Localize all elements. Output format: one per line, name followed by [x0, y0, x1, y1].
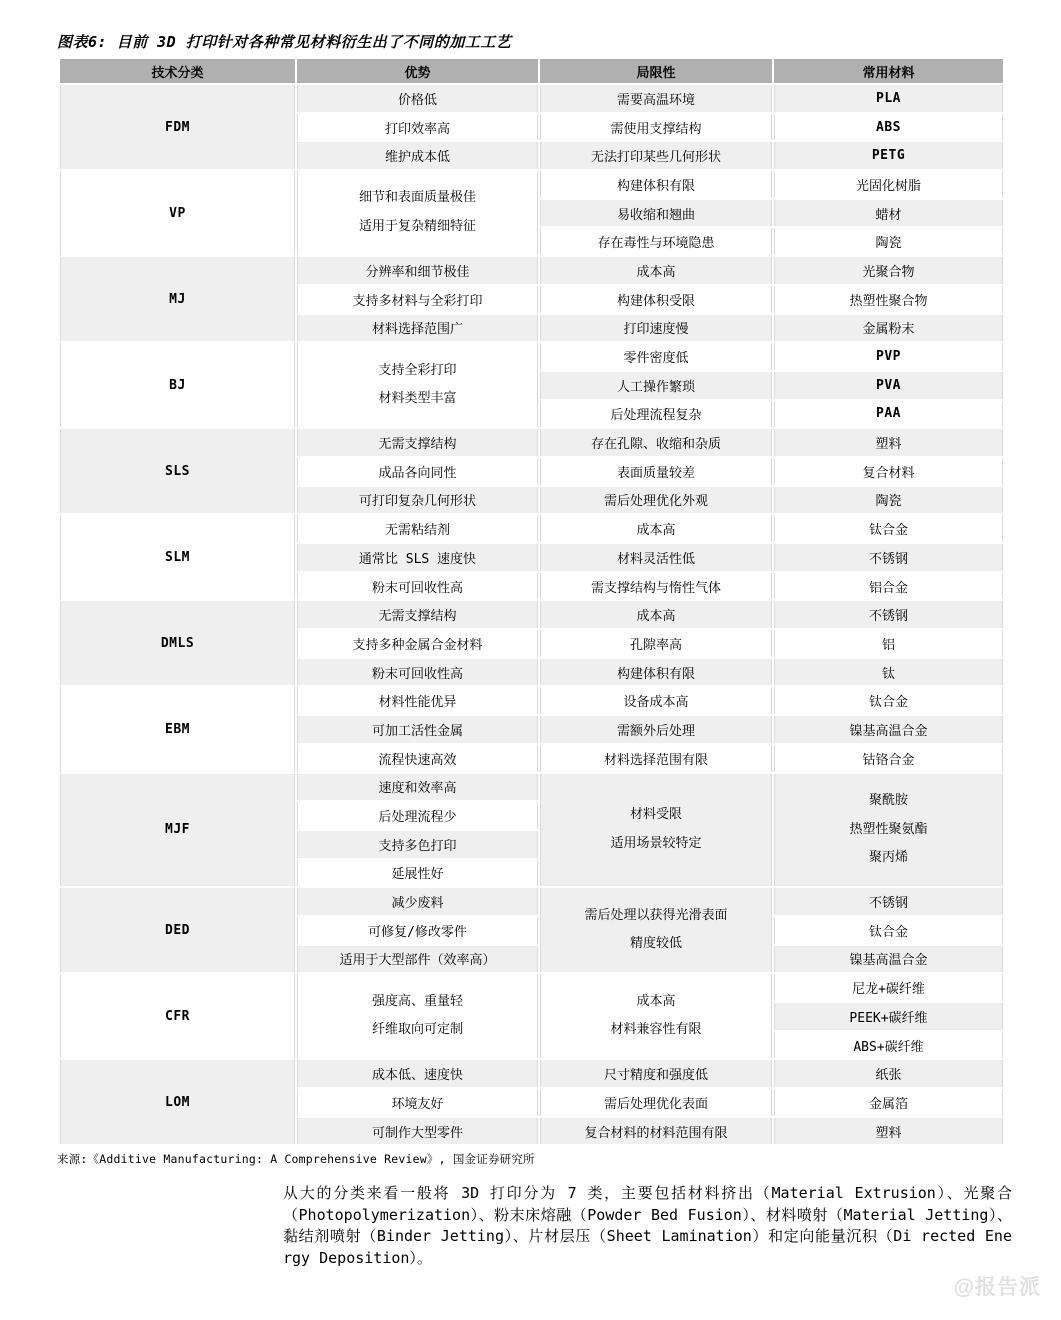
- limitation-cell: 成本高: [539, 514, 773, 543]
- material-cell: 塑料: [773, 1117, 1004, 1146]
- column-header: 常用材料: [773, 58, 1004, 84]
- limitation-cell: 需支撑结构与惰性气体: [539, 572, 773, 601]
- table-row: [59, 973, 1004, 1002]
- tech-cell: DMLS: [59, 600, 296, 686]
- advantage-cell: 材料性能优异: [296, 686, 539, 715]
- column-header: 技术分类: [59, 58, 296, 84]
- cell-line: 强度高、重量轻: [371, 993, 463, 1009]
- advantage-cell: 环境友好: [296, 1088, 539, 1117]
- limitation-cell: [539, 973, 773, 1059]
- advantage-cell: 无需支撑结构: [296, 428, 539, 457]
- advantage-cell: 价格低: [296, 84, 539, 113]
- advantage-cell: 粉末可回收性高: [296, 572, 539, 601]
- advantage-cell: 材料选择范围广: [296, 314, 539, 343]
- cell-line: 材料兼容性有限: [610, 1022, 702, 1038]
- table-row: [59, 773, 1004, 802]
- limitation-cell: 需后处理优化外观: [539, 486, 773, 515]
- limitation-cell: 构建体积有限: [539, 170, 773, 199]
- material-cell: PLA: [773, 84, 1004, 113]
- tech-cell: SLS: [59, 428, 296, 514]
- advantage-cell: 分辨率和细节极佳: [296, 256, 539, 285]
- cell-line: 热塑性聚氨酯: [849, 821, 928, 837]
- material-cell: PVA: [773, 371, 1004, 400]
- table-row: [59, 342, 1004, 371]
- material-cell: PVP: [773, 342, 1004, 371]
- advantage-cell: 可打印复杂几何形状: [296, 486, 539, 515]
- advantage-cell: 支持多种金属合金材料: [296, 629, 539, 658]
- tech-cell: MJ: [59, 256, 296, 342]
- material-cell: 热塑性聚合物: [773, 285, 1004, 314]
- table-row: [59, 887, 1004, 916]
- limitation-cell: 孔隙率高: [539, 629, 773, 658]
- limitation-cell: 构建体积有限: [539, 658, 773, 687]
- advantage-cell: 流程快速高效: [296, 744, 539, 773]
- cell-line: 精度较低: [629, 936, 682, 952]
- tech-cell: CFR: [59, 973, 296, 1059]
- limitation-cell: 打印速度慢: [539, 314, 773, 343]
- column-header: 局限性: [539, 58, 773, 84]
- material-cell: 镍基高温合金: [773, 715, 1004, 744]
- advantage-cell: 打印效率高: [296, 113, 539, 142]
- advantage-cell: 支持多色打印: [296, 830, 539, 859]
- material-cell: 不锈钢: [773, 543, 1004, 572]
- material-cell: 陶瓷: [773, 227, 1004, 256]
- material-cell: 光聚合物: [773, 256, 1004, 285]
- material-cell: 镍基高温合金: [773, 945, 1004, 974]
- limitation-cell: 人工操作繁琐: [539, 371, 773, 400]
- body-paragraph: 从大的分类来看一般将 3D 打印分为 7 类，主要包括材料挤出（Material Extrusion）、光聚合（Photopolymerization）、粉末床熔融（Powder Bed Fusion）、材料喷射（Material Jetting）、黏结剂喷射（Binder Jetting）、片材层压（Sheet Lamination）和定向能量沉积（Di rected Ene rgy Deposition）。: [283, 1184, 1012, 1267]
- material-cell: 金属粉末: [773, 314, 1004, 343]
- tech-cell: LOM: [59, 1059, 296, 1145]
- advantage-cell: 速度和效率高: [296, 773, 539, 802]
- material-cell: 钛合金: [773, 514, 1004, 543]
- material-cell: 钛: [773, 658, 1004, 687]
- advantage-cell: 后处理流程少: [296, 801, 539, 830]
- cell-line: 适用于复杂精细特征: [358, 219, 476, 235]
- tech-cell: VP: [59, 170, 296, 256]
- limitation-cell: [539, 773, 773, 888]
- header-row: [59, 58, 1004, 84]
- cell-line: 支持全彩打印: [378, 362, 457, 378]
- limitation-cell: 无法打印某些几何形状: [539, 141, 773, 170]
- material-cell: 复合材料: [773, 457, 1004, 486]
- cell-line: 材料类型丰富: [378, 391, 457, 407]
- table-row: [59, 170, 1004, 199]
- material-cell: [773, 773, 1004, 888]
- material-cell: PETG: [773, 141, 1004, 170]
- material-cell: ABS: [773, 113, 1004, 142]
- limitation-cell: 设备成本高: [539, 686, 773, 715]
- advantage-cell: 减少废料: [296, 887, 539, 916]
- advantage-cell: 无需支撑结构: [296, 600, 539, 629]
- tech-cell: MJF: [59, 773, 296, 888]
- tech-cell: EBM: [59, 686, 296, 772]
- limitation-cell: 需后处理优化表面: [539, 1088, 773, 1117]
- limitation-cell: 存在孔隙、收缩和杂质: [539, 428, 773, 457]
- advantage-cell: [296, 170, 539, 256]
- tech-cell: SLM: [59, 514, 296, 600]
- advantage-cell: 成品各向同性: [296, 457, 539, 486]
- cell-line: 聚酰胺: [868, 792, 908, 808]
- material-cell: ABS+碳纤维: [773, 1031, 1004, 1060]
- advantage-cell: [296, 342, 539, 428]
- material-cell: 钛合金: [773, 686, 1004, 715]
- table-row: [59, 686, 1004, 715]
- advantage-cell: 可修复/修改零件: [296, 916, 539, 945]
- cell-line: 适用场景较特定: [610, 835, 702, 851]
- material-cell: 不锈钢: [773, 887, 1004, 916]
- limitation-cell: 零件密度低: [539, 342, 773, 371]
- tech-cell: DED: [59, 887, 296, 973]
- material-cell: 铝: [773, 629, 1004, 658]
- cell-line: 需后处理以获得光滑表面: [584, 907, 728, 923]
- source-note: 来源:《Additive Manufacturing: A Comprehensive Review》, 国金证券研究所: [57, 1152, 535, 1166]
- material-cell: 蜡材: [773, 199, 1004, 228]
- limitation-cell: 复合材料的材料范围有限: [539, 1117, 773, 1146]
- table-row: [59, 600, 1004, 629]
- advantage-cell: 成本低、速度快: [296, 1059, 539, 1088]
- tech-cell: BJ: [59, 342, 296, 428]
- advantage-cell: 无需粘结剂: [296, 514, 539, 543]
- advantage-cell: 适用于大型部件（效率高）: [296, 945, 539, 974]
- material-cell: 钛合金: [773, 916, 1004, 945]
- advantage-cell: 粉末可回收性高: [296, 658, 539, 687]
- cell-line: 材料受限: [629, 807, 682, 823]
- table-row: [59, 256, 1004, 285]
- column-header: 优势: [296, 58, 539, 84]
- cell-line: 纤维取向可定制: [371, 1022, 463, 1038]
- material-cell: 铝合金: [773, 572, 1004, 601]
- material-cell: 钴铬合金: [773, 744, 1004, 773]
- advantage-cell: 可制作大型零件: [296, 1117, 539, 1146]
- material-cell: PAA: [773, 400, 1004, 429]
- material-cell: 不锈钢: [773, 600, 1004, 629]
- material-cell: 纸张: [773, 1059, 1004, 1088]
- material-cell: 陶瓷: [773, 486, 1004, 515]
- limitation-cell: 后处理流程复杂: [539, 400, 773, 429]
- material-cell: 光固化树脂: [773, 170, 1004, 199]
- table-body: [59, 84, 1004, 1145]
- limitation-cell: 易收缩和翘曲: [539, 199, 773, 228]
- advantage-cell: 通常比 SLS 速度快: [296, 543, 539, 572]
- material-cell: 金属箔: [773, 1088, 1004, 1117]
- limitation-cell: 存在毒性与环境隐患: [539, 227, 773, 256]
- limitation-cell: 材料灵活性低: [539, 543, 773, 572]
- limitation-cell: [539, 887, 773, 973]
- tech-cell: FDM: [59, 84, 296, 170]
- limitation-cell: 需额外后处理: [539, 715, 773, 744]
- advantage-cell: 支持多材料与全彩打印: [296, 285, 539, 314]
- advantage-cell: 延展性好: [296, 859, 539, 888]
- cell-line: 细节和表面质量极佳: [358, 190, 476, 206]
- table-row: [59, 1059, 1004, 1088]
- advantage-cell: [296, 973, 539, 1059]
- limitation-cell: 构建体积受限: [539, 285, 773, 314]
- material-cell: PEEK+碳纤维: [773, 1002, 1004, 1031]
- limitation-cell: 需使用支撑结构: [539, 113, 773, 142]
- limitation-cell: 需要高温环境: [539, 84, 773, 113]
- advantage-cell: 维护成本低: [296, 141, 539, 170]
- cell-line: 聚丙烯: [868, 850, 908, 866]
- table-row: [59, 514, 1004, 543]
- limitation-cell: 成本高: [539, 256, 773, 285]
- limitation-cell: 成本高: [539, 600, 773, 629]
- watermark: @报告派: [953, 1276, 1041, 1299]
- process-table: [58, 57, 1005, 1146]
- cell-line: 成本高: [636, 993, 676, 1009]
- table-row: [59, 428, 1004, 457]
- limitation-cell: 表面质量较差: [539, 457, 773, 486]
- table-row: [59, 84, 1004, 113]
- limitation-cell: 尺寸精度和强度低: [539, 1059, 773, 1088]
- material-cell: 塑料: [773, 428, 1004, 457]
- table-header: [59, 58, 1004, 84]
- material-cell: 尼龙+碳纤维: [773, 973, 1004, 1002]
- advantage-cell: 可加工活性金属: [296, 715, 539, 744]
- limitation-cell: 材料选择范围有限: [539, 744, 773, 773]
- figure-title: 图表6: 目前 3D 打印针对各种常见材料衍生出了不同的加工工艺: [57, 33, 512, 51]
